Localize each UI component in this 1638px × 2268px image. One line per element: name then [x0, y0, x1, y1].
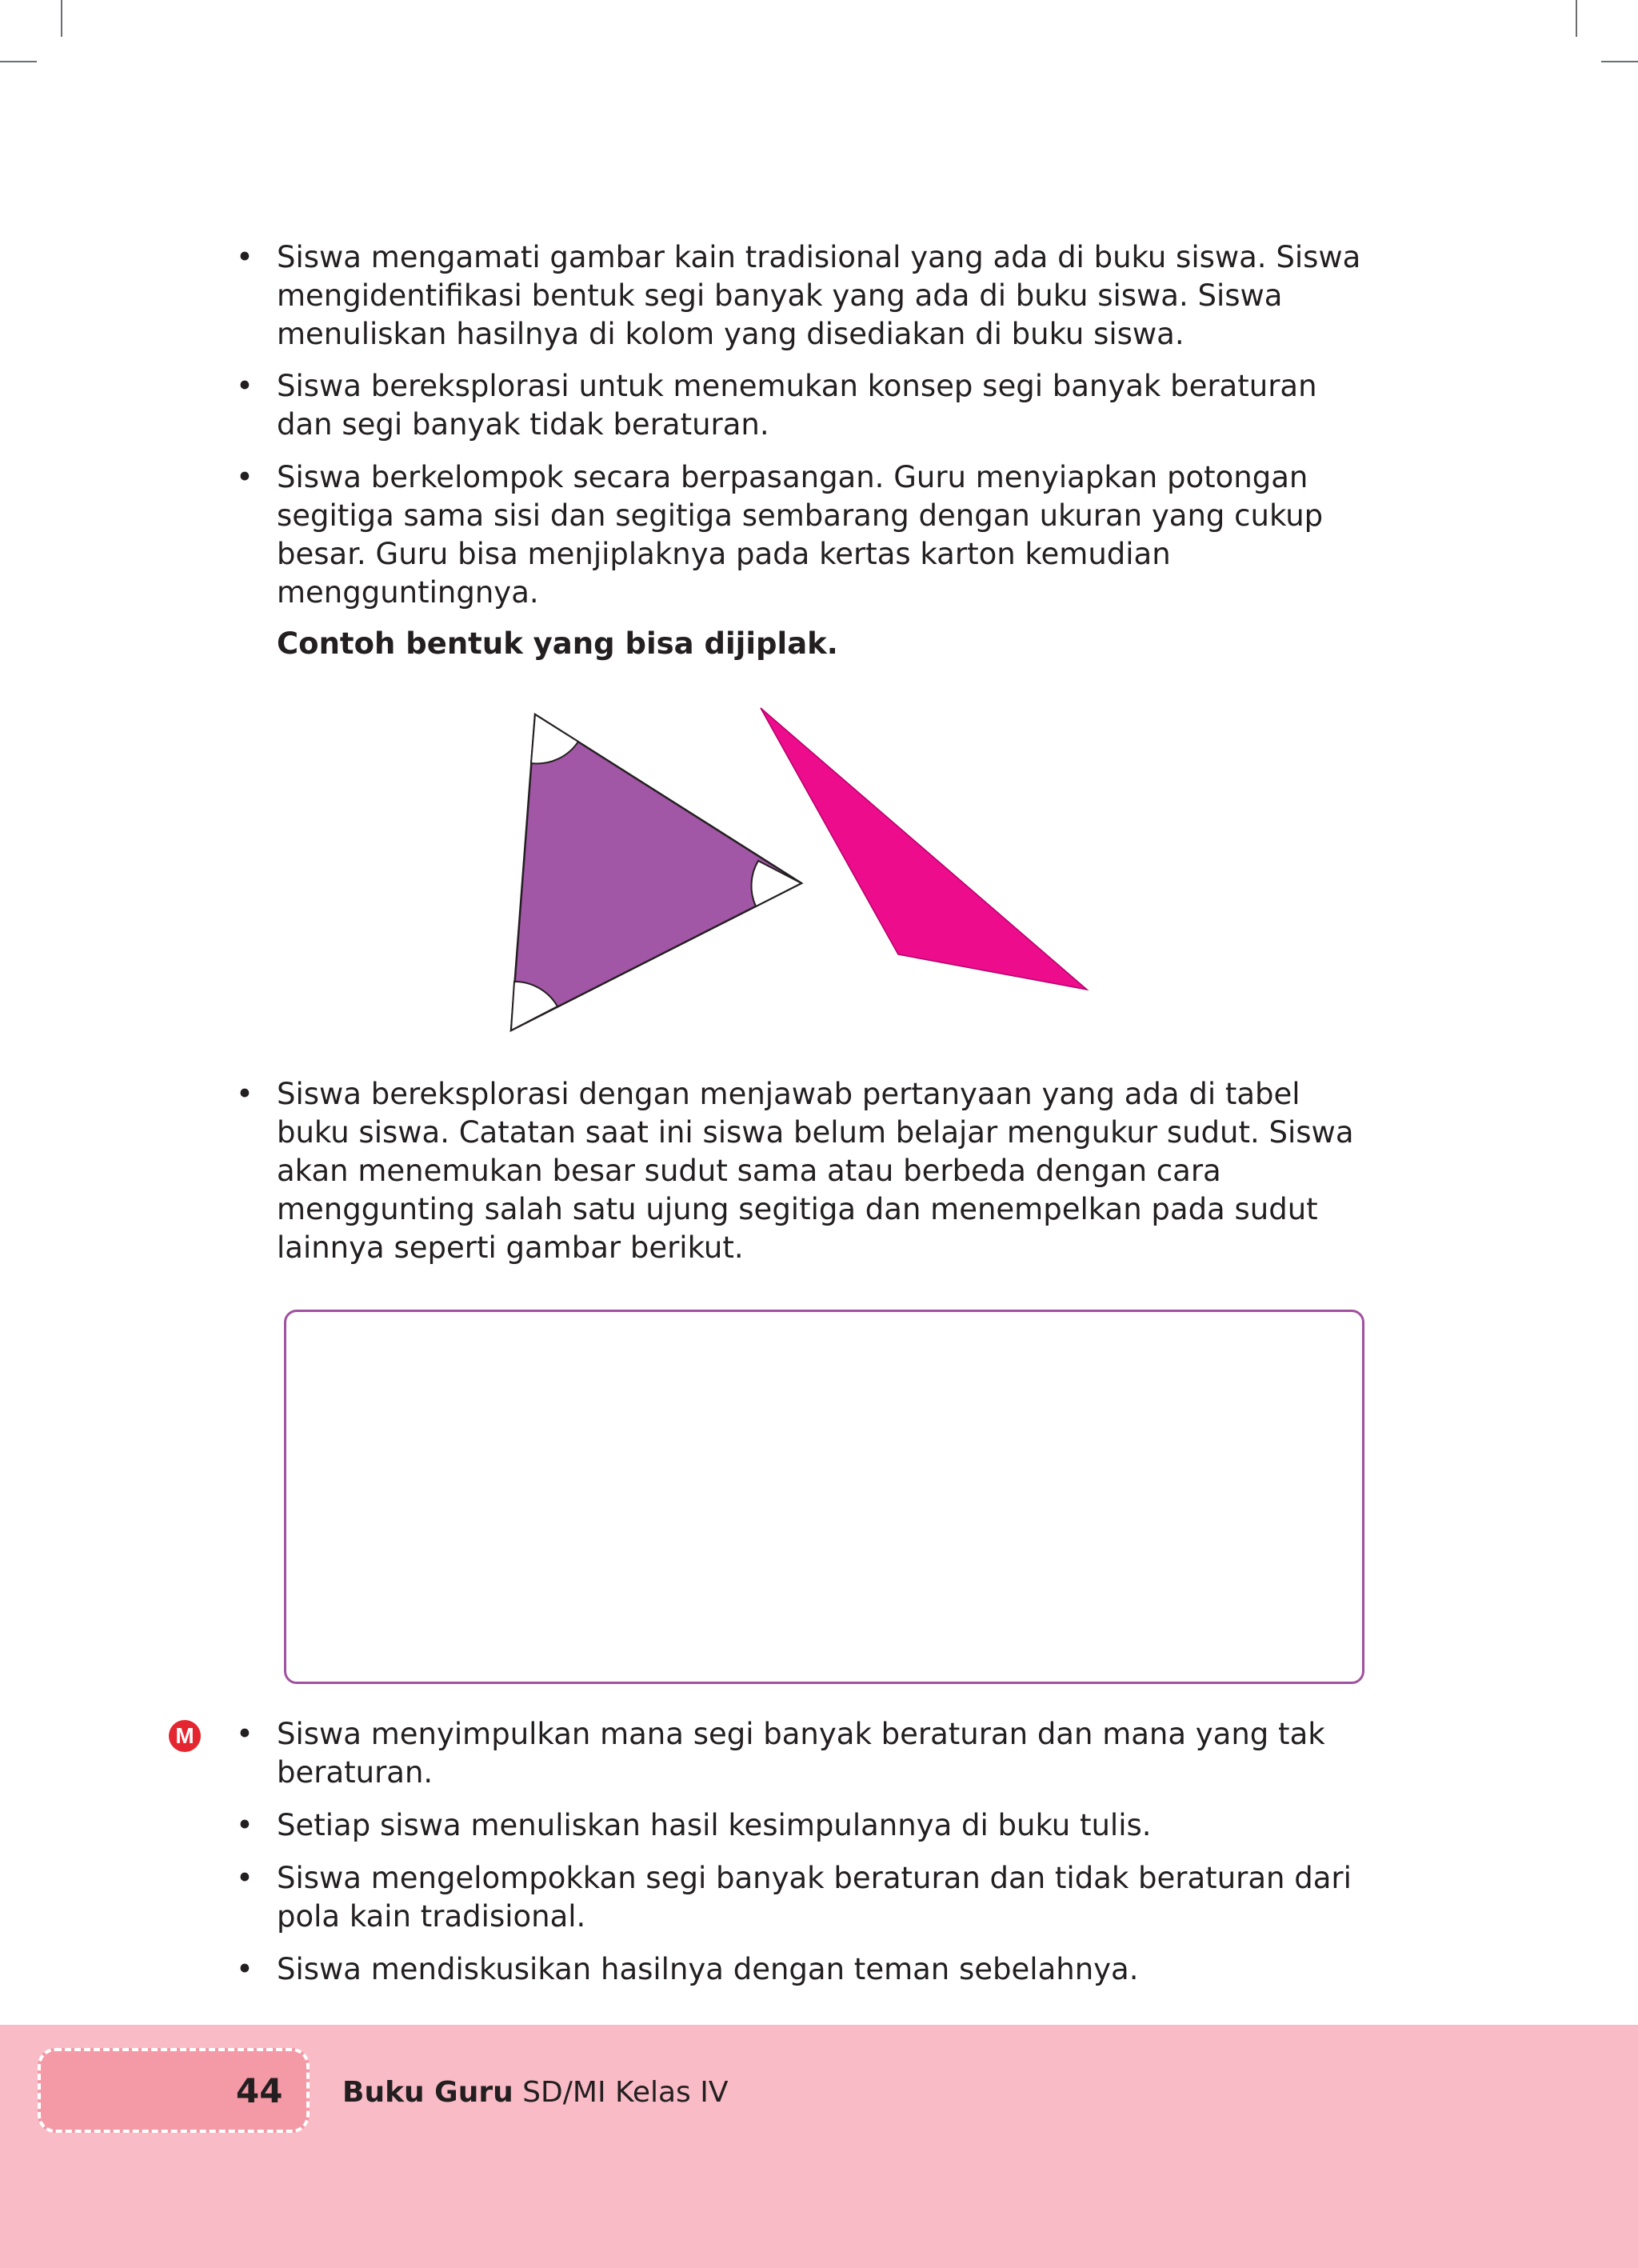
bullet-icon: • — [236, 1717, 254, 1751]
list-item — [236, 1950, 1372, 1989]
bullet-icon: • — [236, 1808, 254, 1842]
picture-box — [284, 1310, 1364, 1684]
book-title-bold: Buku Guru — [342, 2076, 513, 2109]
list-item-text: Siswa mengamati gambar kain tradisional yang ada di buku siswa. Siswa mengidentifikasi bentuk segi banyak yang ada di buku siswa. Siswa menuliskan hasilnya di kolom yang disediakan di buku siswa. — [277, 240, 1361, 351]
list-item-text: Siswa mendiskusikan hasilnya dengan teman sebelahnya. — [277, 1952, 1139, 1986]
book-title — [342, 2074, 728, 2112]
list-item — [236, 1715, 1372, 1792]
bullet-icon: • — [236, 1861, 254, 1895]
list-item-text: Siswa mengelompokkan segi banyak beraturan dan tidak beraturan dari pola kain tradisional. — [277, 1861, 1352, 1934]
marker-m-icon: M — [169, 1720, 201, 1752]
bullet-icon: • — [236, 1077, 254, 1111]
list-item — [236, 1075, 1372, 1267]
list-item — [236, 1859, 1372, 1936]
equilateral-triangle — [511, 714, 801, 1030]
page-number: 44 — [236, 2071, 283, 2110]
list-item-text: Siswa berkelompok secara berpasangan. Guru menyiapkan potongan segitiga sama sisi dan segitiga sembarang dengan ukuran yang cukup besar. Guru bisa menjiplaknya pada kertas karton kemudian mengguntingnya. — [277, 460, 1324, 610]
bullet-icon: • — [236, 240, 254, 274]
bullet-icon: • — [236, 369, 254, 403]
list-item-text: Setiap siswa menuliskan hasil kesimpulannya di buku tulis. — [277, 1808, 1152, 1842]
list-item-text: Siswa menyimpulkan mana segi banyak beraturan dan mana yang tak beraturan. — [277, 1717, 1325, 1790]
list-item-text: Siswa bereksplorasi dengan menjawab pertanyaan yang ada di tabel buku siswa. Catatan saat ini siswa belum belajar mengukur sudut. Siswa akan menemukan besar sudut sama atau berbeda dengan cara menggunting salah satu ujung segitiga dan menempelkan pada sudut lainnya seperti gambar berikut. — [277, 1077, 1354, 1265]
bullet-icon: • — [236, 460, 254, 494]
list-item-text: Siswa bereksplorasi untuk menemukan konsep segi banyak beraturan dan segi banyak tidak beraturan. — [277, 369, 1317, 442]
scalene-triangle — [761, 708, 1087, 990]
bullet-icon: • — [236, 1952, 254, 1986]
list-item — [236, 1806, 1372, 1845]
book-title-rest: SD/MI Kelas IV — [513, 2076, 729, 2109]
example-label: Contoh bentuk yang bisa dijiplak. — [277, 626, 838, 661]
